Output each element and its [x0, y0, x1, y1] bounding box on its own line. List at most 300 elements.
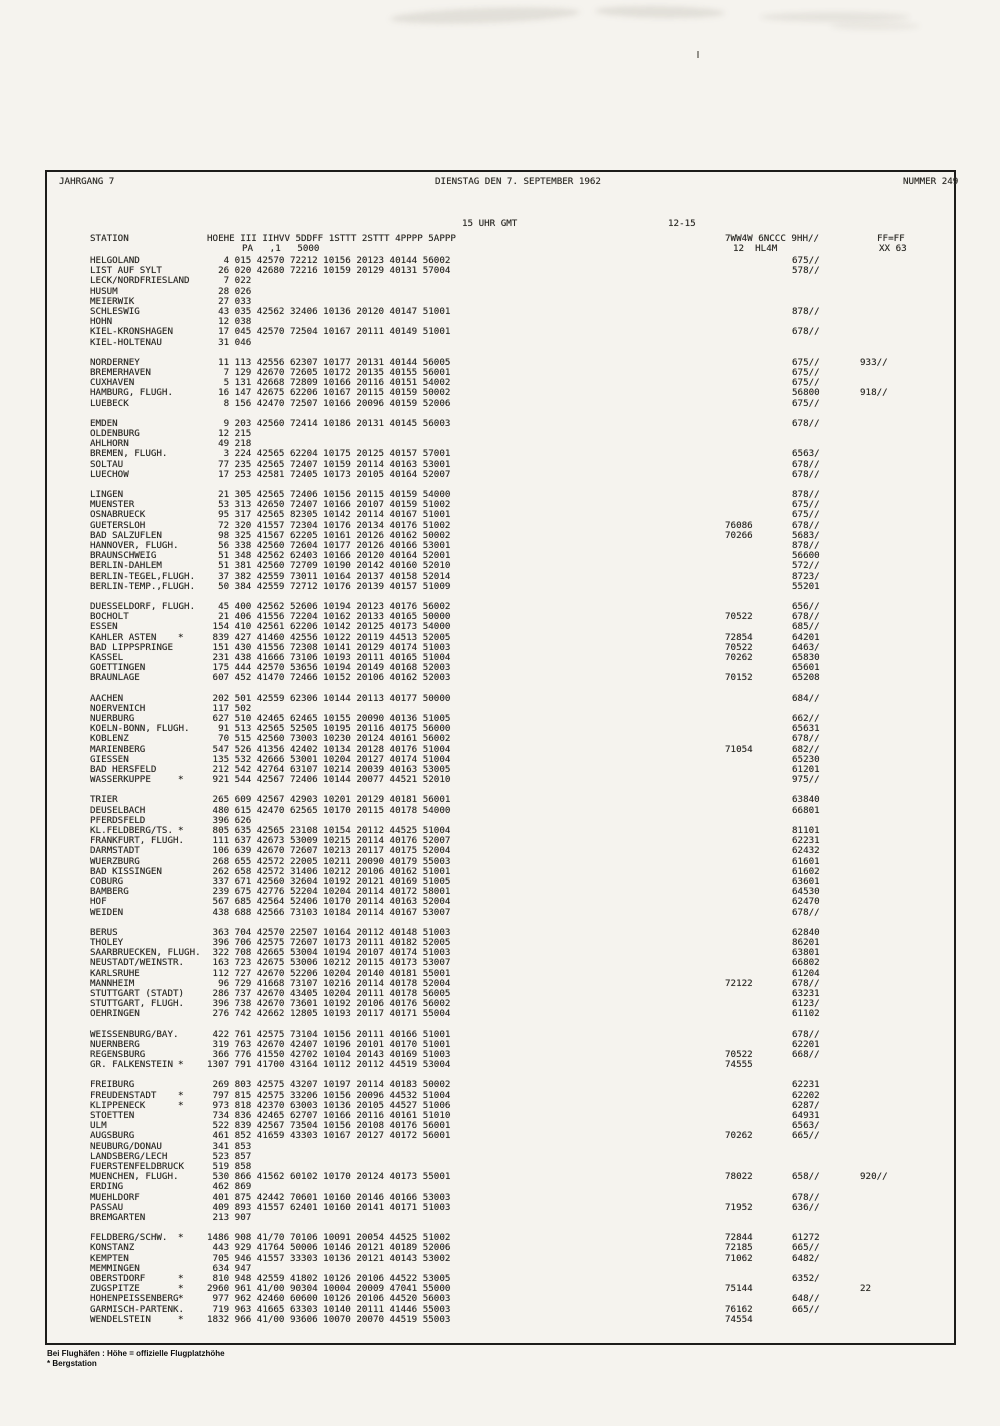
- station-name: OBERSTDORF: [90, 1273, 146, 1284]
- group-cloud: 675//: [792, 397, 820, 409]
- table-row: [47, 694, 954, 704]
- table-row: [47, 897, 954, 907]
- station-name: KLIPPENECK: [90, 1099, 146, 1111]
- synop-data: 607 452 41470 72466 10152 20106 40162 52003: [207, 672, 451, 684]
- group-cloud: 62231: [792, 1079, 820, 1091]
- group-cloud: 62840: [792, 926, 820, 938]
- column-subheader-right1: 12 HL4M: [733, 243, 778, 254]
- synop-data: 28 026: [207, 285, 252, 297]
- synop-data: 17 253 42581 72405 10173 20105 40164 52007: [207, 468, 451, 480]
- column-header-station: STATION: [90, 233, 129, 244]
- group-cloud: 62201: [792, 1038, 820, 1050]
- synop-data: 462 869: [207, 1181, 252, 1193]
- synop-data: 21 305 42565 72406 10156 20115 40159 54000: [207, 489, 451, 500]
- station-name: OLDENBURG: [90, 428, 140, 439]
- group-cloud: 675//: [792, 367, 820, 378]
- group-cloud: 684//: [792, 692, 820, 704]
- group-extra: 918//: [860, 387, 888, 399]
- station-name: FUERSTENFELDBRUCK: [90, 1161, 185, 1172]
- group-cloud: 578//: [792, 265, 820, 277]
- group-7ww: 71952: [725, 1201, 753, 1213]
- station-name: KIEL-KRONSHAGEN: [90, 326, 173, 338]
- group-cloud: 63801: [792, 947, 820, 959]
- group-7ww: 72844: [725, 1232, 753, 1244]
- synop-data: 530 866 41562 60102 10170 20124 40173 55001: [207, 1171, 451, 1183]
- table-row: [47, 561, 954, 571]
- table-row: [47, 673, 954, 683]
- station-name: MUEHLDORF: [90, 1191, 140, 1203]
- station-name: FELDBERG/SCHW.: [90, 1232, 168, 1244]
- synop-data: 337 671 42560 32604 10192 20121 40169 51005: [207, 876, 451, 887]
- group-cloud: 62202: [792, 1089, 820, 1101]
- station-name: BERUS: [90, 926, 118, 938]
- synop-data: 341 853: [207, 1140, 252, 1152]
- table-row: [47, 1294, 954, 1304]
- group-7ww: 70262: [725, 1130, 753, 1142]
- synop-data: 1832 966 41/00 93606 10070 20070 44519 55003: [207, 1313, 451, 1325]
- group-cloud: 678//: [792, 906, 820, 918]
- station-name: WEISSENBURG/BAY.: [90, 1028, 179, 1040]
- station-name: SAARBRUECKEN, FLUGH.: [90, 947, 201, 959]
- table-row: [47, 622, 954, 632]
- group-cloud: 61102: [792, 1008, 820, 1020]
- synop-data: 2960 961 41/00 90304 10004 20009 47041 55000: [207, 1283, 451, 1295]
- bergstation-mark: *: [178, 1313, 184, 1325]
- table-row: [47, 1254, 954, 1264]
- bergstation-mark: *: [178, 1232, 184, 1244]
- synop-data: 797 815 42575 33206 10156 20096 44532 51004: [207, 1089, 451, 1101]
- table-row: [47, 388, 954, 398]
- group-cloud: 64530: [792, 886, 820, 898]
- table-row: [47, 449, 954, 459]
- table-row: [47, 908, 954, 918]
- synop-data: 77 235 42565 72407 10159 20114 40163 53001: [207, 458, 451, 470]
- group-7ww: 76162: [725, 1303, 753, 1315]
- group-cloud: 572//: [792, 560, 820, 572]
- synop-data: 5 131 42668 72809 10166 20116 40151 54002: [207, 377, 451, 389]
- synop-data: 175 444 42570 53656 10194 20149 40168 52003: [207, 662, 451, 674]
- group-cloud: 63231: [792, 988, 820, 999]
- synop-data: 396 738 42670 73601 10192 20106 40176 56002: [207, 998, 451, 1010]
- synop-data: 163 723 42675 53006 10212 20115 40173 53007: [207, 957, 451, 969]
- table-row: [47, 470, 954, 480]
- station-name: GARMISCH-PARTENK.: [90, 1303, 185, 1315]
- group-cloud: 675//: [792, 255, 820, 266]
- group-cloud: 6352/: [792, 1273, 820, 1284]
- station-name: COBURG: [90, 876, 124, 887]
- synop-data: 567 685 42564 52406 10170 20114 40163 52004: [207, 896, 451, 908]
- synop-data: 839 427 41460 42556 10122 20119 44513 52005: [207, 631, 451, 643]
- group-cloud: 636//: [792, 1201, 820, 1213]
- synop-data: 56 338 42560 72604 10177 20126 40166 53001: [207, 540, 451, 551]
- station-name: STUTTGART (STADT): [90, 988, 185, 999]
- station-name: REGENSBURG: [90, 1049, 146, 1060]
- table-row: [47, 795, 954, 805]
- synop-data: 269 803 42575 43207 10197 20114 40183 50002: [207, 1079, 451, 1091]
- group-cloud: 675//: [792, 377, 820, 389]
- synop-data: 239 675 42776 52204 10204 20114 40172 58001: [207, 886, 451, 898]
- station-name: LUECHOW: [90, 468, 129, 480]
- synop-data: 213 907: [207, 1212, 252, 1223]
- station-name: ZUGSPITZE: [90, 1283, 140, 1295]
- synop-data: 49 218: [207, 438, 252, 450]
- bergstation-mark: *: [178, 1283, 184, 1295]
- synop-data: 12 215: [207, 428, 252, 439]
- station-name: BREMGARTEN: [90, 1212, 146, 1223]
- synop-data: 627 510 42465 62465 10155 20090 40136 51005: [207, 713, 451, 724]
- group-cloud: 675//: [792, 356, 820, 368]
- group-cloud: 878//: [792, 540, 820, 551]
- group-cloud: 678//: [792, 977, 820, 989]
- group-cloud: 65830: [792, 652, 820, 663]
- station-name: WUERZBURG: [90, 855, 140, 867]
- group-cloud: 658//: [792, 1171, 820, 1183]
- issue-date: DIENSTAG DEN 7. SEPTEMBER 1962: [435, 176, 601, 187]
- bergstation-mark: *: [178, 1273, 184, 1284]
- group-cloud: 63840: [792, 794, 820, 806]
- group-cloud: 56600: [792, 550, 820, 562]
- synop-data: 322 708 42665 53004 10194 20107 40174 51003: [207, 947, 451, 959]
- table-row: [47, 958, 954, 968]
- station-name: LUEBECK: [90, 397, 129, 409]
- synop-data: 401 875 42442 70601 10160 20146 40166 53003: [207, 1191, 451, 1203]
- synop-data: 443 929 41764 50006 10146 20121 40189 52006: [207, 1242, 451, 1254]
- station-name: STUTTGART, FLUGH.: [90, 998, 185, 1010]
- table-row: [47, 1142, 954, 1152]
- group-cloud: 63601: [792, 876, 820, 887]
- synop-data: 16 147 42675 62206 10167 20115 40159 50002: [207, 387, 451, 399]
- table-row: [47, 775, 954, 785]
- synop-data: 480 615 42470 62565 10170 20115 40178 54000: [207, 804, 451, 816]
- bergstation-mark: *: [178, 774, 184, 786]
- synop-data: 51 348 42562 62403 10166 20120 40164 52001: [207, 550, 451, 562]
- group-cloud: 678//: [792, 1191, 820, 1203]
- table-row: [47, 1060, 954, 1070]
- table-row: [47, 287, 954, 297]
- synop-data: 117 502: [207, 702, 252, 714]
- group-cloud: 678//: [792, 417, 820, 429]
- synop-data: 409 893 41557 62401 10160 20141 40171 51003: [207, 1201, 451, 1213]
- station-name: ERDING: [90, 1181, 124, 1193]
- synop-data: 319 763 42670 42407 10196 20101 40170 51001: [207, 1038, 451, 1050]
- station-name: MEMMINGEN: [90, 1262, 140, 1274]
- station-name: BAD LIPPSPRINGE: [90, 641, 173, 653]
- group-cloud: 665//: [792, 1242, 820, 1254]
- station-name: NORDERNEY: [90, 356, 140, 368]
- station-name: MEIERWIK: [90, 295, 135, 307]
- scan-artifact: [697, 51, 699, 58]
- synop-data: 519 858: [207, 1161, 252, 1172]
- group-cloud: 86201: [792, 937, 820, 948]
- station-name: HOHENPEISSENBERG: [90, 1293, 179, 1305]
- station-name: HAMBURG, FLUGH.: [90, 387, 173, 399]
- table-row: [47, 846, 954, 856]
- synop-data: 265 609 42567 42903 10201 20129 40181 56001: [207, 794, 451, 806]
- station-name: HANNOVER, FLUGH.: [90, 540, 179, 551]
- bergstation-mark: *: [178, 1089, 184, 1101]
- group-cloud: 6123/: [792, 998, 820, 1010]
- synop-data: 27 033: [207, 295, 252, 307]
- group-7ww: 71062: [725, 1252, 753, 1264]
- group-cloud: 64931: [792, 1110, 820, 1121]
- group-extra: 933//: [860, 356, 888, 368]
- synop-data: 522 839 42567 73504 10156 20108 40176 56001: [207, 1120, 451, 1132]
- group-7ww: 70522: [725, 641, 753, 653]
- synop-data: 154 410 42561 62206 10142 20125 40173 54000: [207, 621, 451, 633]
- table-row: [47, 1203, 954, 1213]
- station-name: BRAUNLAGE: [90, 672, 140, 684]
- group-cloud: 65601: [792, 662, 820, 674]
- group-cloud: 64201: [792, 631, 820, 643]
- station-name: FRANKFURT, FLUGH.: [90, 835, 185, 847]
- synop-data: 9 203 42560 72414 10186 20131 40145 56003: [207, 417, 451, 429]
- station-name: HELGOLAND: [90, 255, 140, 266]
- station-name: LIST AUF SYLT: [90, 265, 162, 277]
- group-7ww: 70152: [725, 672, 753, 684]
- group-7ww: 75144: [725, 1283, 753, 1295]
- station-name: DEUSELBACH: [90, 804, 146, 816]
- station-name: SOLTAU: [90, 458, 124, 470]
- synop-data: 212 542 42764 63107 10214 20039 40163 53005: [207, 764, 451, 775]
- group-extra: 920//: [860, 1171, 888, 1183]
- table-row: [47, 276, 954, 286]
- station-name: MARIENBERG: [90, 743, 146, 755]
- synop-data: 95 317 42565 82305 10142 20114 40167 51001: [207, 509, 451, 521]
- station-name: BAD KISSINGEN: [90, 865, 162, 877]
- synop-data: 422 761 42575 73104 10156 20111 40166 51001: [207, 1028, 451, 1040]
- station-name: OEHRINGEN: [90, 1008, 140, 1020]
- station-name: BERLIN-TEMP.,FLUGH.: [90, 580, 196, 592]
- station-name: EMDEN: [90, 417, 118, 429]
- synop-data: 7 022: [207, 275, 252, 287]
- table-row: [47, 1009, 954, 1019]
- synop-data: 396 706 42575 72607 10173 20111 40182 52005: [207, 937, 451, 948]
- synop-data: 21 406 41556 72204 10162 20133 40165 50000: [207, 611, 451, 623]
- group-cloud: 5683/: [792, 529, 820, 541]
- scan-smudge: [760, 12, 910, 22]
- group-cloud: 656//: [792, 601, 820, 612]
- station-name: KASSEL: [90, 652, 124, 663]
- synop-data: 45 400 42562 52606 10194 20123 40176 56002: [207, 601, 451, 612]
- group-cloud: 665//: [792, 1303, 820, 1315]
- synop-data: 523 857: [207, 1150, 252, 1162]
- group-cloud: 668//: [792, 1049, 820, 1060]
- group-cloud: 678//: [792, 1028, 820, 1040]
- footer-note-bergstation: * Bergstation: [47, 1359, 97, 1368]
- synop-data: 396 626: [207, 814, 252, 826]
- group-cloud: 675//: [792, 499, 820, 511]
- group-cloud: 6563/: [792, 1120, 820, 1132]
- station-name: MUENSTER: [90, 499, 135, 511]
- group-cloud: 975//: [792, 774, 820, 786]
- station-name: MANNHEIM: [90, 977, 135, 989]
- column-header-ff: FF=FF: [877, 233, 905, 244]
- station-name: LANDSBERG/LECH: [90, 1150, 168, 1162]
- table-row: [47, 510, 954, 520]
- station-name: KOELN-BONN, FLUGH.: [90, 723, 190, 735]
- station-name: CUXHAVEN: [90, 377, 135, 389]
- station-name: TRIER: [90, 794, 118, 806]
- station-name: FREUDENSTADT: [90, 1089, 157, 1101]
- synop-data: 634 947: [207, 1262, 252, 1274]
- synop-data: 112 727 42670 52206 10204 20140 40181 55001: [207, 967, 451, 979]
- synop-data: 1307 791 41700 43164 10112 20112 44519 53004: [207, 1059, 451, 1071]
- station-name: WENDELSTEIN: [90, 1313, 151, 1325]
- station-name: KIEL-HOLTENAU: [90, 336, 162, 348]
- group-cloud: 6463/: [792, 641, 820, 653]
- table-row: [47, 1243, 954, 1253]
- volume-label: JAHRGANG 7: [59, 176, 115, 187]
- synop-data: 50 384 42559 72712 10176 20139 40157 51009: [207, 580, 451, 592]
- synop-data: 276 742 42662 12805 10193 20117 40171 55004: [207, 1008, 451, 1020]
- station-name: KOBLENZ: [90, 733, 129, 745]
- station-name: KEMPTEN: [90, 1252, 129, 1264]
- synop-data: 72 320 41557 72304 10176 20134 40176 51002: [207, 519, 451, 531]
- synop-data: 977 962 42460 60600 10126 20106 44520 56003: [207, 1293, 451, 1305]
- group-7ww: 74554: [725, 1313, 753, 1325]
- group-cloud: 675//: [792, 509, 820, 521]
- document-frame: [45, 170, 959, 1345]
- station-name: BREMERHAVEN: [90, 367, 151, 378]
- station-name: KL.FELDBERG/TS.: [90, 825, 173, 836]
- synop-data: 3 224 42565 62204 10175 20125 40157 57001: [207, 448, 451, 460]
- group-cloud: 678//: [792, 468, 820, 480]
- station-name: BREMEN, FLUGH.: [90, 448, 168, 460]
- group-cloud: 685//: [792, 621, 820, 633]
- station-name: NUERNBERG: [90, 1038, 140, 1050]
- synop-data: 719 963 41665 63303 10140 20111 41446 55003: [207, 1303, 451, 1315]
- group-7ww: 72854: [725, 631, 753, 643]
- station-name: BAD SALZUFLEN: [90, 529, 162, 541]
- footer-notes: [47, 1349, 225, 1369]
- group-cloud: 878//: [792, 489, 820, 500]
- scan-smudge: [390, 5, 580, 27]
- station-name: BAMBERG: [90, 886, 129, 898]
- station-name: ESSEN: [90, 621, 118, 633]
- station-name: NEUSTADT/WEINSTR.: [90, 957, 185, 969]
- synop-data: 547 526 41356 42402 10134 20128 40176 51004: [207, 743, 451, 755]
- group-cloud: 66802: [792, 957, 820, 969]
- synop-data: 31 046: [207, 336, 252, 348]
- synop-data: 53 313 42650 72407 10166 20107 40159 51002: [207, 499, 451, 511]
- issue-number: NUMMER 249: [903, 176, 959, 187]
- column-header-right1: 7WW4W 6NCCC 9HH//: [725, 233, 820, 244]
- group-cloud: 61201: [792, 764, 820, 775]
- scan-smudge: [595, 5, 725, 19]
- synop-data: 91 513 42565 52505 10195 20116 40175 56000: [207, 723, 451, 735]
- synop-data: 43 035 42562 32406 10136 20120 40147 51001: [207, 306, 451, 317]
- synop-data: 7 129 42670 72605 10172 20135 40155 56001: [207, 367, 451, 378]
- group-cloud: 65208: [792, 672, 820, 684]
- station-name: WEIDEN: [90, 906, 124, 918]
- station-name: HOF: [90, 896, 107, 908]
- group-cloud: 6482/: [792, 1252, 820, 1264]
- synop-data: 268 655 42572 22005 10211 20090 40179 55003: [207, 855, 451, 867]
- group-cloud: 61602: [792, 865, 820, 877]
- group-7ww: 70262: [725, 652, 753, 663]
- group-cloud: 61601: [792, 855, 820, 867]
- synop-data: 363 704 42570 22507 10164 20112 40148 51003: [207, 926, 451, 938]
- table-row: [47, 399, 954, 409]
- synop-data: 151 430 41556 72308 10141 20129 40174 51003: [207, 641, 451, 653]
- group-7ww: 72122: [725, 977, 753, 989]
- bergstation-mark: *: [178, 631, 184, 643]
- station-name: BOCHOLT: [90, 611, 129, 623]
- station-name: MUENCHEN, FLUGH.: [90, 1171, 179, 1183]
- synop-data: 70 515 42560 73003 10230 20124 40161 56002: [207, 733, 451, 745]
- station-name: AUGSBURG: [90, 1130, 135, 1142]
- station-name: BRAUNSCHWEIG: [90, 550, 157, 562]
- group-cloud: 62470: [792, 896, 820, 908]
- synop-data: 461 852 41659 43303 10167 20127 40172 56001: [207, 1130, 451, 1142]
- group-cloud: 61204: [792, 967, 820, 979]
- station-name: HUSUM: [90, 285, 118, 297]
- group-cloud: 878//: [792, 306, 820, 317]
- group-7ww: 76086: [725, 519, 753, 531]
- table-row: [47, 1131, 954, 1141]
- station-name: BERLIN-TEGEL,FLUGH.: [90, 570, 196, 582]
- group-cloud: 65230: [792, 753, 820, 765]
- station-name: KARLSRUHE: [90, 967, 140, 979]
- synop-data: 26 020 42680 72216 10159 20129 40131 57004: [207, 265, 451, 277]
- bergstation-mark: *: [178, 825, 184, 836]
- synop-data: 135 532 42666 53001 10204 20127 40174 51004: [207, 753, 451, 765]
- bergstation-mark: *: [178, 1099, 184, 1111]
- station-name: GR. FALKENSTEIN: [90, 1059, 173, 1071]
- table-row: [47, 734, 954, 744]
- synop-data: 11 113 42556 62307 10177 20131 40144 56005: [207, 356, 451, 368]
- table-row: [47, 338, 954, 348]
- group-7ww: 78022: [725, 1171, 753, 1183]
- station-name: KONSTANZ: [90, 1242, 135, 1254]
- station-name: BERLIN-DAHLEM: [90, 560, 162, 572]
- station-name: GUETERSLOH: [90, 519, 146, 531]
- station-name: FREIBURG: [90, 1079, 135, 1091]
- group-extra: 22: [860, 1283, 872, 1295]
- synop-data: 98 325 41567 62205 10161 20126 40162 50002: [207, 529, 451, 541]
- bergstation-mark: *: [178, 1059, 184, 1071]
- group-cloud: 678//: [792, 458, 820, 470]
- station-name: AACHEN: [90, 692, 124, 704]
- group-cloud: 678//: [792, 326, 820, 338]
- group-cloud: 682//: [792, 743, 820, 755]
- station-name: LINGEN: [90, 489, 124, 500]
- table-row: [47, 1172, 954, 1182]
- synop-data: 202 501 42559 62306 10144 20113 40177 50000: [207, 692, 451, 704]
- group-cloud: 648//: [792, 1293, 820, 1305]
- table-row: [47, 1182, 954, 1192]
- station-name: OSNABRUECK: [90, 509, 146, 521]
- synop-data: 1486 908 41/70 70106 10091 20054 44525 51002: [207, 1232, 451, 1244]
- station-name: PFERDSFELD: [90, 814, 146, 826]
- table-row: [47, 327, 954, 337]
- table-row: [47, 429, 954, 439]
- group-cloud: 678//: [792, 519, 820, 531]
- column-subheader-right2: XX 63: [879, 243, 907, 254]
- group-7ww: 71054: [725, 743, 753, 755]
- station-name: BAD HERSFELD: [90, 764, 157, 775]
- group-7ww: 70266: [725, 529, 753, 541]
- group-cloud: 81101: [792, 825, 820, 836]
- synop-data: 106 639 42670 72607 10213 20117 40175 52004: [207, 845, 451, 857]
- synop-data: 366 776 41550 42702 10104 20143 40169 51003: [207, 1049, 451, 1060]
- group-7ww: 72185: [725, 1242, 753, 1254]
- synop-data: 37 382 42559 73011 10164 20137 40158 52014: [207, 570, 451, 582]
- station-name: NEUBURG/DONAU: [90, 1140, 162, 1152]
- synop-data: 262 658 42572 31406 10212 20106 40162 51001: [207, 865, 451, 877]
- group-cloud: 6563/: [792, 448, 820, 460]
- synop-data: 4 015 42570 72212 10156 20123 40144 56002: [207, 255, 451, 266]
